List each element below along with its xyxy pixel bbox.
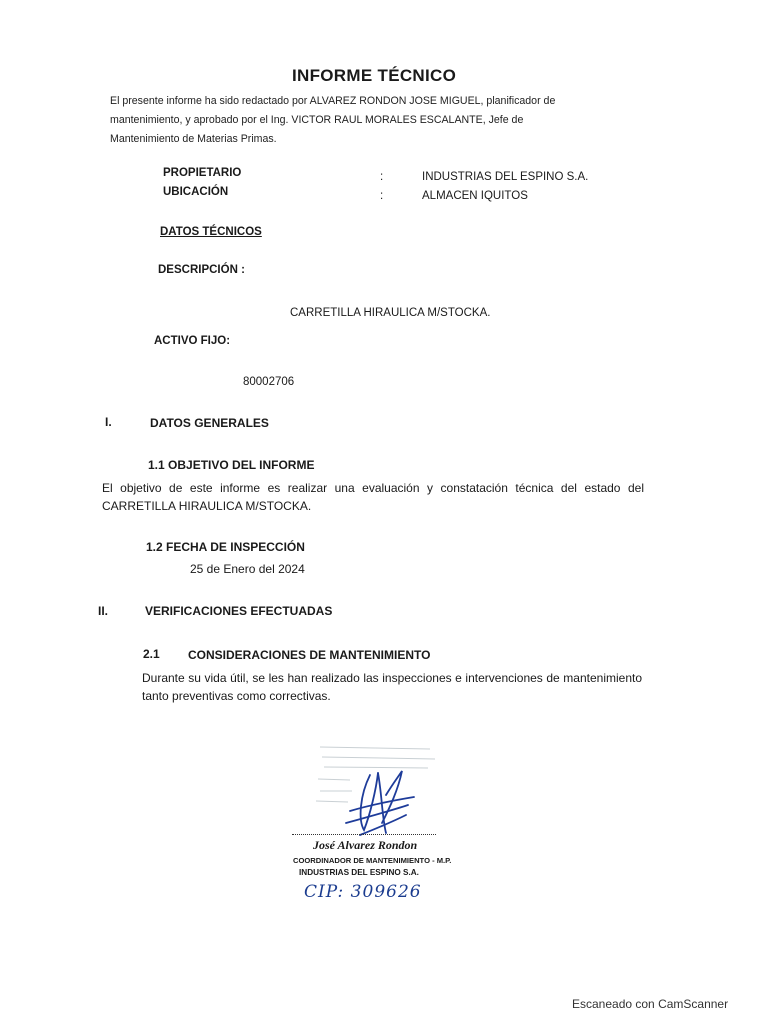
intro-line-3: Mantenimiento de Materias Primas. bbox=[110, 133, 277, 145]
owner-value: INDUSTRIAS DEL ESPINO S.A. bbox=[422, 171, 589, 183]
asset-label: ACTIVO FIJO: bbox=[154, 335, 231, 347]
tech-data-heading: DATOS TÉCNICOS bbox=[160, 226, 262, 238]
signature-scribble-icon bbox=[290, 735, 460, 845]
scanner-footer: Escaneado con CamScanner bbox=[572, 997, 729, 1011]
intro-line-1: El presente informe ha sido redactado por ALVAREZ RONDON JOSE MIGUEL, planificador de bbox=[110, 95, 556, 107]
signature-name: José Alvarez Rondon bbox=[313, 838, 418, 852]
section2-sub1-text: Durante su vida útil, se les han realizado las inspecciones e intervenciones de mantenimiento tanto preventivas como correctivas. bbox=[142, 671, 642, 703]
section1-sub2-title: 1.2 FECHA DE INSPECCIÓN bbox=[146, 540, 305, 554]
section1-sub1-text: El objetivo de este informe es realizar una evaluación y constatación técnica del estado del CARRETILLA HIRAULICA M/STOCKA. bbox=[102, 481, 644, 513]
section2-number: II. bbox=[98, 604, 109, 618]
signature-role: COORDINADOR DE MANTENIMIENTO - M.P. bbox=[293, 856, 452, 865]
signature-line bbox=[292, 834, 436, 835]
section2-sub1-number: 2.1 bbox=[143, 647, 160, 661]
section2-title: VERIFICACIONES EFECTUADAS bbox=[145, 604, 333, 618]
owner-colon: : bbox=[380, 171, 384, 183]
signature-stamp bbox=[290, 735, 460, 845]
section1-sub2-text: 25 de Enero del 2024 bbox=[190, 562, 305, 576]
section1-title: DATOS GENERALES bbox=[150, 416, 269, 430]
intro-paragraph bbox=[110, 92, 640, 149]
description-value: CARRETILLA HIRAULICA M/STOCKA. bbox=[290, 307, 491, 319]
section1-sub1-title: 1.1 OBJETIVO DEL INFORME bbox=[148, 458, 315, 472]
location-colon: : bbox=[380, 190, 384, 202]
asset-value: 80002706 bbox=[243, 376, 295, 388]
signature-cip: CIP: 309626 bbox=[304, 882, 422, 902]
section1-number: I. bbox=[105, 415, 112, 429]
location-label: UBICACIÓN bbox=[163, 186, 229, 198]
signature-company: INDUSTRIAS DEL ESPINO S.A. bbox=[299, 868, 419, 877]
description-label: DESCRIPCIÓN : bbox=[158, 264, 245, 276]
owner-label: PROPIETARIO bbox=[163, 167, 242, 179]
intro-line-2: mantenimiento, y aprobado por el Ing. VICTOR RAUL MORALES ESCALANTE, Jefe de bbox=[110, 114, 524, 126]
document-title: INFORME TÉCNICO bbox=[292, 66, 457, 85]
section2-sub1-title: CONSIDERACIONES DE MANTENIMIENTO bbox=[188, 648, 431, 662]
location-value: ALMACEN IQUITOS bbox=[422, 190, 528, 202]
